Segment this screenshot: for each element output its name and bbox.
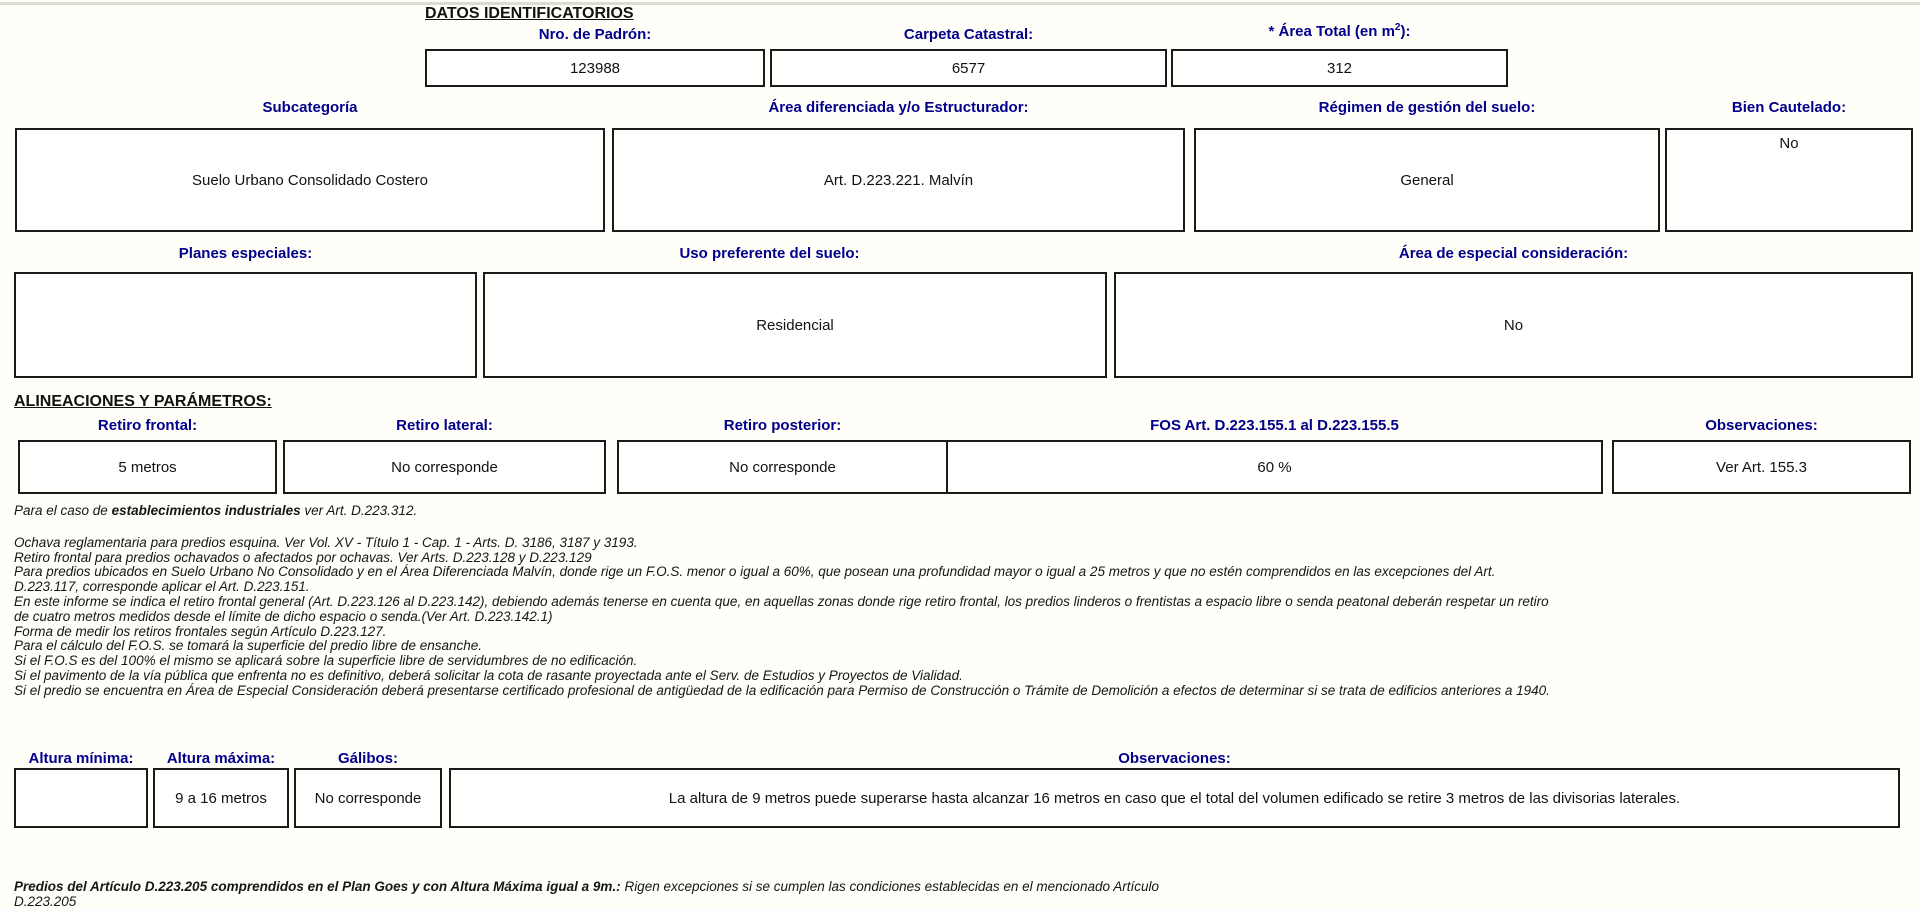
carpeta-catastral-field: 6577 [770,49,1167,87]
note-line: En este informe se indica el retiro frontal general (Art. D.223.126 al D.223.142), debiendo además tenerse en cuenta que, en aquellas zonas donde rige retiro frontal, los predios linderos o frentistas a espacio libre o senda peatonal deberán respetar un retiro de cuatro metros medidos desde el límite de dicho espacio o senda.(Ver Art. D.223.142.1) [14,593,1549,624]
galibos-field: No corresponde [294,768,442,828]
uso-preferente-label: Uso preferente del suelo: [679,245,860,262]
altura-maxima-label: Altura máxima: [166,750,276,767]
note-line: Forma de medir los retiros frontales según Artículo D.223.127. [14,623,387,639]
legal-notes [14,504,1562,699]
subcategoria-field: Suelo Urbano Consolidado Costero [15,128,605,232]
note-industrial: Para el caso de establecimientos industriales ver Art. D.223.312. [14,503,418,518]
regimen-gestion-label: Régimen de gestión del suelo: [1318,99,1536,116]
observaciones-label: Observaciones: [1705,417,1818,434]
area-especial-label: Área de especial consideración: [1398,245,1629,262]
bien-cautelado-field: No [1665,128,1913,232]
subcategoria-label: Subcategoría [262,99,358,116]
altura-maxima-field: 9 a 16 metros [153,768,289,828]
planes-especiales-field [14,272,477,378]
note-line: Para el cálculo del F.O.S. se tomará la superficie del predio libre de ensanche. [14,638,483,654]
notes-spacer [14,519,1562,536]
note-line: Si el F.O.S es del 100% el mismo se aplicará sobre la superficie libre de servidumbres de no edificación. [14,653,638,669]
regimen-gestion-field: General [1194,128,1660,232]
note-line: Si el pavimento de la vía pública que enfrenta no es definitivo, deberá solicitar la cota de rasante proyectada ante el Serv. de Estudios y Proyectos de Vialidad. [14,667,963,683]
retiro-frontal-label: Retiro frontal: [97,417,198,434]
retiro-posterior-label: Retiro posterior: [723,417,842,434]
note-line: Retiro frontal para predios ochavados o afectados por ochavas. Ver Arts. D.223.128 y D.223.129 [14,549,592,565]
alineaciones-title: ALINEACIONES Y PARÁMETROS: [14,393,272,410]
datos-identificatorios-title: DATOS IDENTIFICATORIOS [425,5,634,22]
fos-field: 60 % [946,440,1603,494]
area-especial-field: No [1114,272,1913,378]
retiro-posterior-field: No corresponde [617,440,948,494]
note-line: Para predios ubicados en Suelo Urbano No Consolidado y en el Área Diferenciada Malvín, donde rige un F.O.S. menor o igual a 60%, que posean una profundidad mayor o igual a 25 metros y que no estén comprendidos en las excepciones del Art. D.223.117, corresponde aplicar el Art. D.223.151. [14,564,1496,595]
galibos-label: Gálibos: [337,750,398,767]
note-line: Ochava reglamentaria para predios esquina. Ver Vol. XV - Título 1 - Cap. 1 - Arts. D. 3186, 3187 y 3193. [14,534,638,550]
plan-goes-note-bold: Predios del Artículo D.223.205 comprendidos en el Plan Goes y con Altura Máxima igual a 9m.: [14,879,621,894]
planes-especiales-label: Planes especiales: [178,245,313,262]
area-diferenciada-field: Art. D.223.221. Malvín [612,128,1185,232]
retiro-frontal-field: 5 metros [18,440,277,494]
alturas-observaciones-label: Observaciones: [1118,750,1231,767]
padron-field: 123988 [425,49,765,87]
alturas-observaciones-field: La altura de 9 metros puede superarse hasta alcanzar 16 metros en caso que el total del volumen edificado se retire 3 metros de las divisorias laterales. [449,768,1900,828]
area-total-label: * Área Total (en $m^2$): [1268,22,1411,40]
retiro-lateral-field: No corresponde [283,440,606,494]
area-total-field: 312 [1171,49,1508,87]
bien-cautelado-label: Bien Cautelado: [1731,99,1847,116]
note-line: Si el predio se encuentra en Área de Especial Consideración deberá presentarse certificado profesional de antigüedad de la edificación para Permiso de Construcción o Trámite de Demolición a efectos de determinar si se trata de edificios anteriores a 1940. [14,682,1550,698]
top-divider [0,2,1920,5]
uso-preferente-field: Residencial [483,272,1107,378]
plan-goes-note [14,879,1204,909]
area-diferenciada-label: Área diferenciada y/o Estructurador: [768,99,1029,116]
padron-label: Nro. de Padrón: [538,26,652,43]
fos-label: FOS Art. D.223.155.1 al D.223.155.5 [1150,417,1399,434]
plan-goes-note-rest: Rigen excepciones si se cumplen las condiciones establecidas en el mencionado Artículo D.223.205 [14,879,1159,909]
carpeta-catastral-label: Carpeta Catastral: [903,26,1034,43]
altura-minima-label: Altura mínima: [28,750,134,767]
observaciones-field: Ver Art. 155.3 [1612,440,1911,494]
retiro-lateral-label: Retiro lateral: [396,417,493,434]
altura-minima-field [14,768,148,828]
